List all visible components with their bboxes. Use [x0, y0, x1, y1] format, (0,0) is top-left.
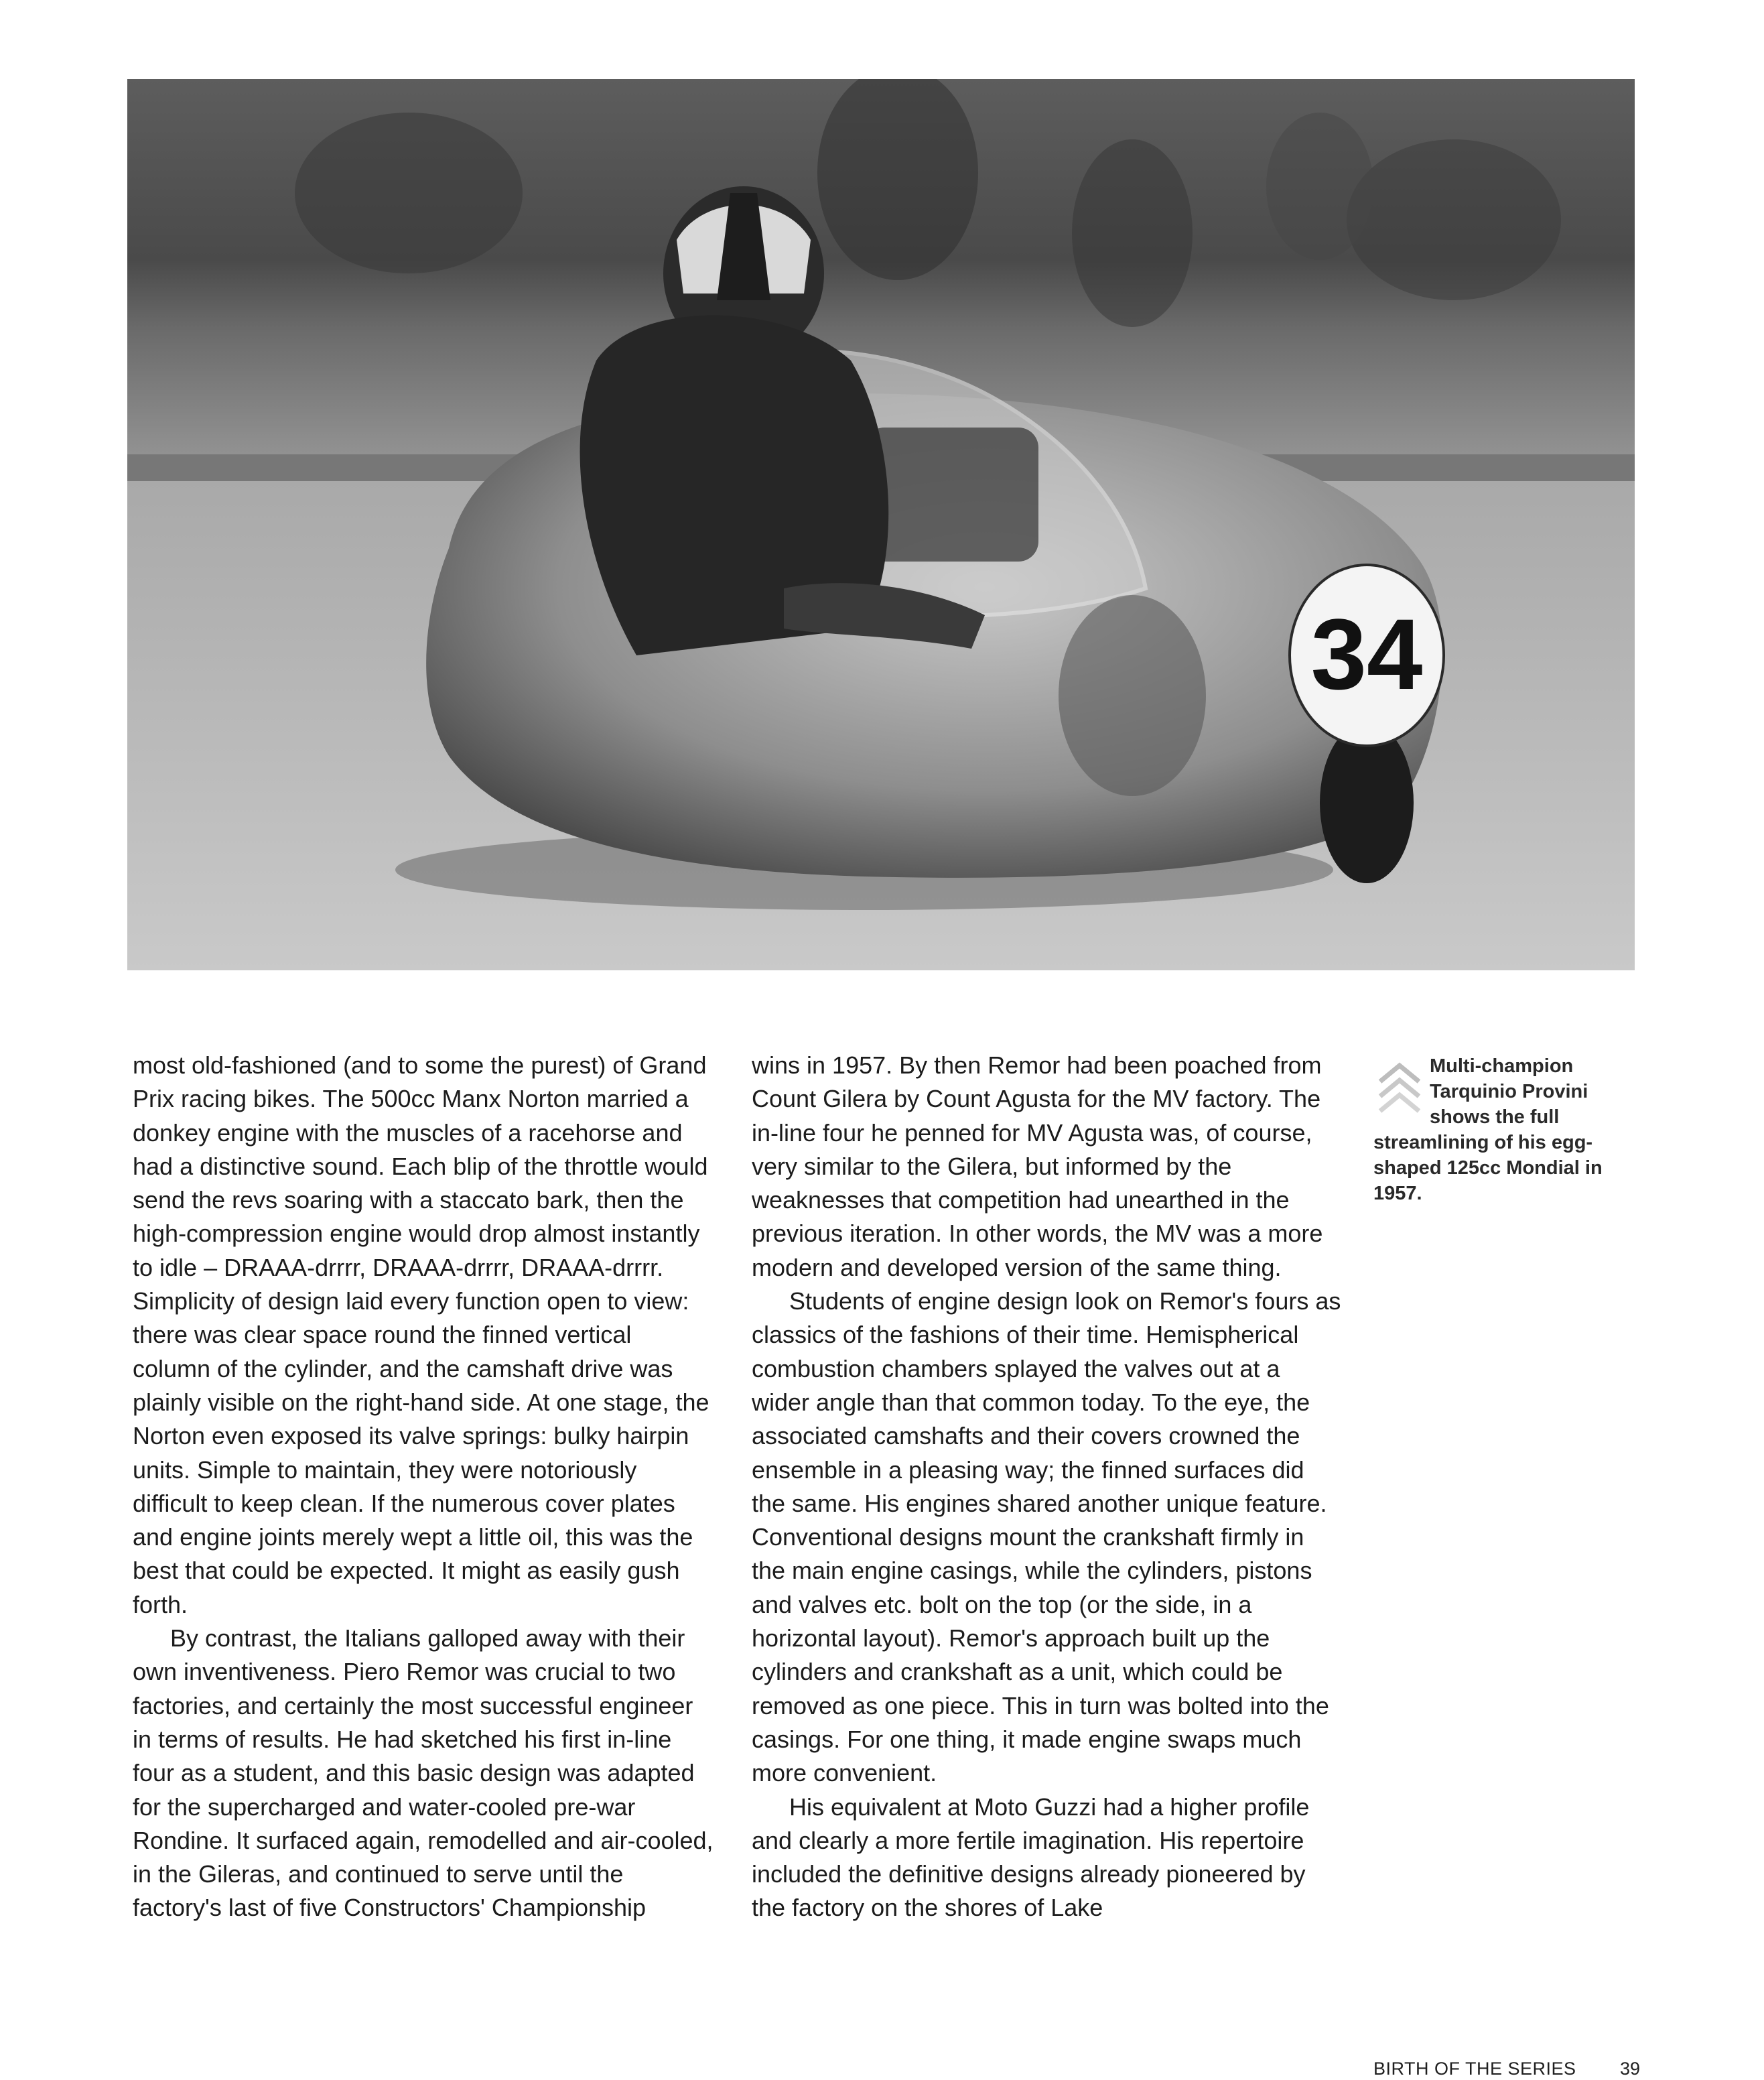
page-footer	[1373, 2059, 1655, 2079]
page-number: 39	[1620, 2059, 1641, 2079]
paragraph: By contrast, the Italians galloped away with their own inventiveness. Piero Remor was crucial to two factories, and certainly the most successful engineer in terms of results. He had sketched his first in-line four as a student, and this basic design was adapted for the supercharged and water-cooled pre-war Rondine. It surfaced again, remodelled and air-cooled, in the Gileras, and continued to serve until the factory's last of five Constructors' Championship	[133, 1624, 714, 1922]
chevron-up-icon	[1373, 1055, 1426, 1128]
caption-text: Multi-champion Tarquinio Provini shows the full streamlining of his egg-shaped 125cc Mondial in 1957.	[1373, 1055, 1603, 1204]
racing-motorcycle-photo	[127, 79, 1635, 970]
paragraph: wins in 1957. By then Remor had been poached from Count Gilera by Count Agusta for the MV factory. The in-line four he penned for MV Agusta was, of course, very similar to the Gilera, but informed by the weaknesses that competition had unearthed in the previous iteration. In other words, the MV was a more modern and developed version of the same thing.	[752, 1051, 1323, 1281]
paragraph: Students of engine design look on Remor's fours as classics of the fashions of their time. Hemispherical combustion chambers splayed the valves out at a wider angle than that common today. To the eye, the associated camshafts and their covers crowned the ensemble in a pleasing way; the finned surfaces did the same. His engines shared another unique feature. Conventional designs mount the crankshaft firmly in the main engine casings, while the cylinders, pistons and valves etc. bolt on the top (or the side, in a horizontal layout). Remor's approach built up the cylinders and crankshaft as a unit, which could be removed as one piece. This in turn was bolted into the casings. For one thing, it made engine swaps much more convenient.	[752, 1287, 1341, 1787]
body-column-1	[133, 1049, 716, 1925]
section-title: BIRTH OF THE SERIES	[1373, 2059, 1576, 2079]
photo-caption	[1373, 1053, 1635, 1206]
race-number: 34	[1310, 598, 1423, 710]
body-column-2	[752, 1049, 1341, 1925]
paragraph: His equivalent at Moto Guzzi had a higher profile and clearly a more fertile imagination. His repertoire included the definitive designs already pioneered by the factory on the shores of Lake	[752, 1793, 1310, 1922]
paragraph: most old-fashioned (and to some the purest) of Grand Prix racing bikes. The 500cc Manx Norton married a donkey engine with the muscles of a racehorse and had a distinctive sound. Each blip of the throttle would send the revs soaring with a staccato bark, then the high-compression engine would drop almost instantly to idle – DRAAA-drrrr, DRAAA-drrrr, DRAAA-drrrr. Simplicity of design laid every function open to view: there was clear space round the finned vertical column of the cylinder, and the camshaft drive was plainly visible on the right-hand side. At one stage, the Norton even exposed its valve springs: bulky hairpin units. Simple to maintain, they were notoriously difficult to keep clean. If the numerous cover plates and engine joints merely wept a little oil, this was the best that could be expected. It might as easily gush forth.	[133, 1051, 709, 1618]
hero-photo	[127, 79, 1635, 970]
